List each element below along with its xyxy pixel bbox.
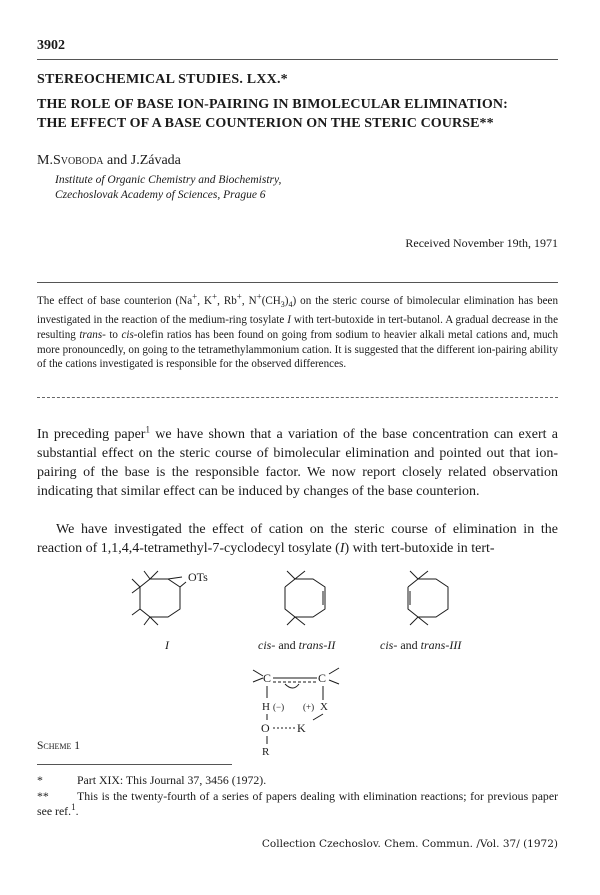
page-number: 3902 <box>37 38 65 53</box>
author-2-initial: J. <box>130 153 140 168</box>
title-line-1: THE ROLE OF BASE ION-PAIRING IN BIMOLECULAR ELIMINATION: <box>37 97 508 112</box>
author-1-name: Svoboda <box>52 153 104 168</box>
author-2-name: Závada <box>139 153 181 168</box>
author-and: and <box>103 153 131 168</box>
ts-hydrogen: H <box>262 701 270 713</box>
footnote-rule <box>37 764 232 765</box>
ts-r-group: R <box>262 746 270 757</box>
ts-minus: (−) <box>273 702 285 712</box>
ts-oxygen: O <box>261 721 270 735</box>
structure-III <box>388 565 488 635</box>
label-I: I <box>165 638 169 652</box>
scheme-label: Scheme 1 <box>37 740 81 752</box>
reference-1[interactable]: 1 <box>145 424 150 435</box>
body-paragraph-1: In preceding paper$^1$ we have shown that a variation of the base concentration can exert a substantial effect on the steric course of bimolecular elimination and pointed out that ion-pairing of the base is the responsible factor. We now report closely related observation indicating that similar effect can be induced by changes of the base counterion. <box>37 424 558 499</box>
header-rule <box>37 59 558 60</box>
authors <box>37 153 181 169</box>
affiliation <box>55 173 281 203</box>
footnote-1: * Part XIX: This Journal 37, 3456 (1972). <box>37 773 267 787</box>
title-line-2: THE EFFECT OF A BASE COUNTERION ON THE STERIC COURSE** <box>37 116 494 131</box>
affiliation-line-1: Institute of Organic Chemistry and Biochemistry, <box>55 174 282 186</box>
author-1-initial: M. <box>37 153 53 168</box>
structure-II <box>265 565 365 635</box>
abstract: The effect of base counterion (Na+, K+, Rb+, $N^+(CH_3)_4$) on the steric course of bimolecular elimination has been investigated in the reaction of the medium-ring tosylate I with tert-butoxide in tert-butanol. A gradual decrease in the resulting trans- to cis-olefin ratios has been found on going from sodium to heavier alkali metal cations and, much more pronouncedly, on going to the tetramethylammonium cation. It is suggested that the different ion-pairing ability of the cations investigated is responsible for the observed differences. <box>37 291 559 371</box>
ts-potassium: K <box>297 721 306 735</box>
ts-x: X <box>320 701 328 713</box>
abstract-bottom-rule <box>37 397 558 398</box>
ts-carbon-1: C <box>263 671 272 685</box>
journal-footer: Collection Czechoslov. Chem. Commun. /Vol. 37/ (1972) <box>261 838 558 850</box>
ts-carbon-2: C <box>318 671 327 685</box>
body-paragraph-2: We have investigated the effect of cation on the steric course of elimination in the reaction of 1,1,4,4-tetramethyl-7-cyclodecyl tosylate (I) with tert-butoxide in tert- <box>37 522 558 556</box>
label-III: cis- and trans-III <box>380 638 462 652</box>
label-II: cis- and trans-II <box>258 638 336 652</box>
paper-title <box>37 95 567 133</box>
structure-I <box>120 565 240 635</box>
received-date: Received November 19th, 1971 <box>405 236 558 250</box>
abstract-top-rule <box>37 282 558 283</box>
transition-state-diagram <box>245 662 355 757</box>
ts-plus: (+) <box>303 702 315 712</box>
footnote-2: ** This is the twenty-fourth of a series of papers dealing with elimination reactions; for previous paper see ref.$^1$. <box>37 789 558 818</box>
affiliation-line-2: Czechoslovak Academy of Sciences, Prague 6 <box>55 189 266 201</box>
series-title: STEREOCHEMICAL STUDIES. LXX.* <box>37 72 288 87</box>
ots-label: OTs <box>188 570 208 584</box>
